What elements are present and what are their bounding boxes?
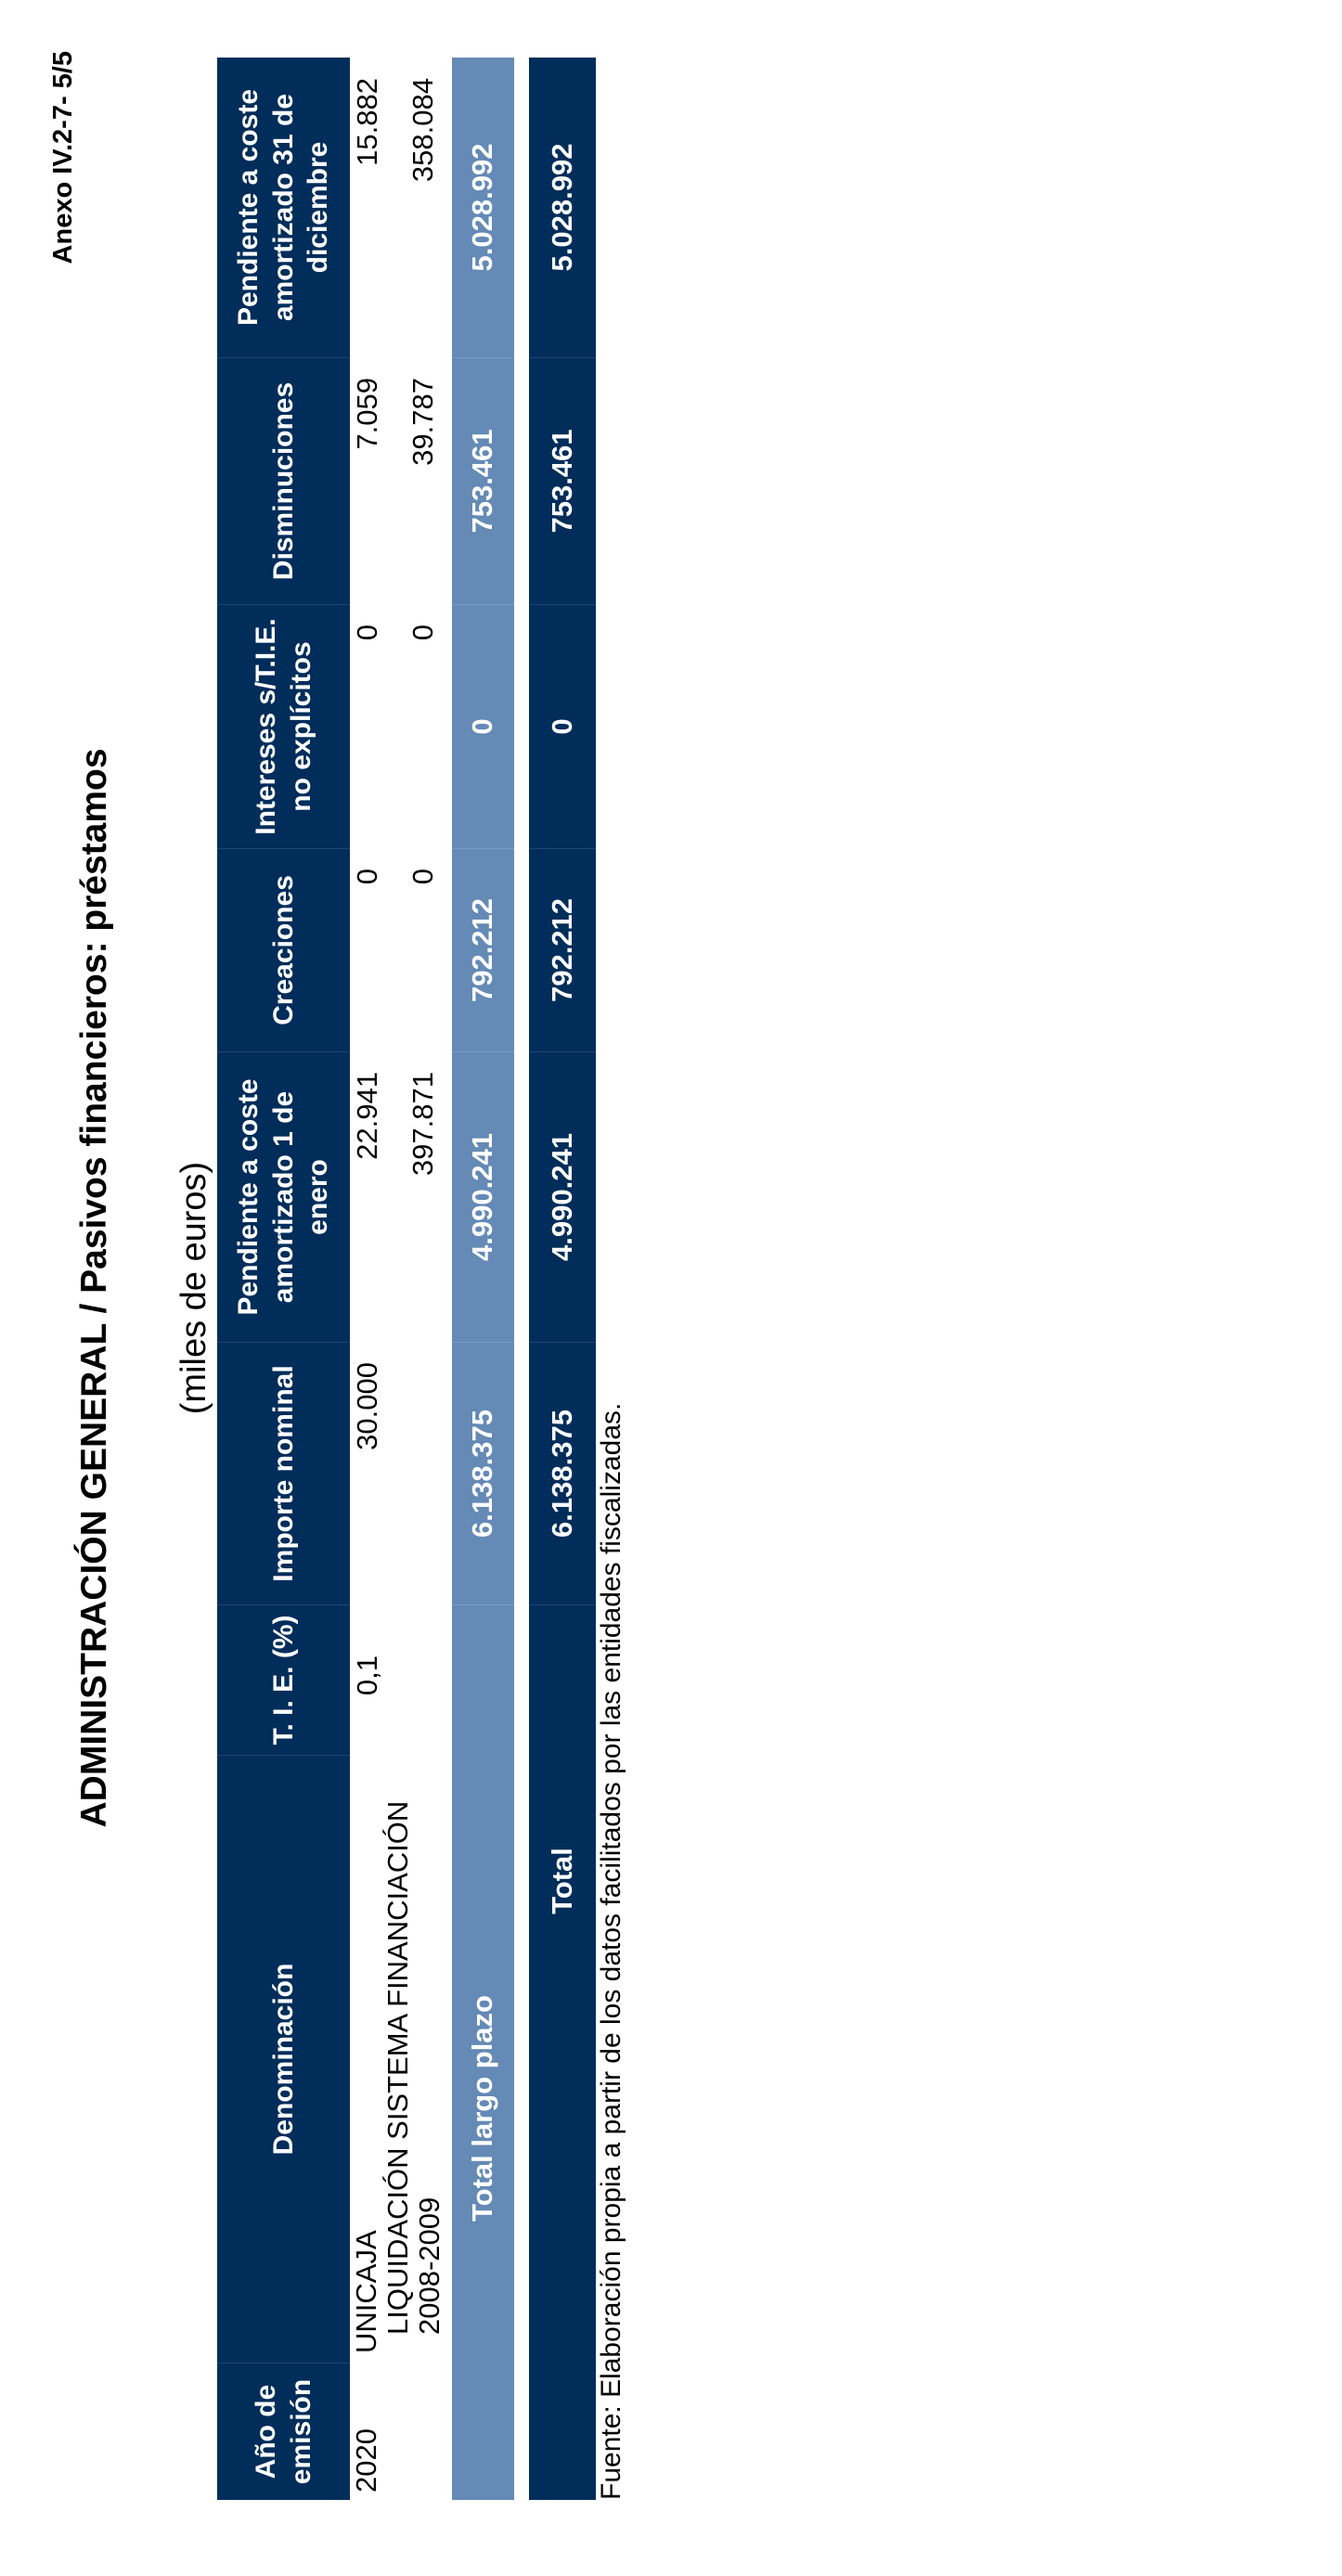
cell-year: 2020 — [350, 2428, 382, 2492]
cell-dec31 — [351, 58, 440, 357]
units-subtitle: (miles de euros) — [174, 1161, 213, 1415]
cell-name-line-1: UNICAJA — [350, 2230, 382, 2353]
source-note: Fuente: Elaboración propia a partir de los datos facilitados por las entidades fiscalizadas. — [596, 1402, 626, 2500]
total-dec31: 5.028.992 — [545, 143, 578, 272]
subtotal-jan1: 4.990.241 — [452, 1051, 514, 1342]
subtotal-label: Total largo plazo — [452, 1604, 514, 2500]
cell-interest-value-2: 0 — [406, 625, 439, 641]
total-jan1: 4.990.241 — [529, 1051, 596, 1342]
cell-name-line-2: LIQUIDACIÓN SISTEMA FINANCIACIÓN — [381, 1800, 414, 2335]
subtotal-decreases: 753.461 — [452, 357, 514, 604]
annex-label: Anexo IV.2-7- 5/5 — [48, 51, 78, 264]
col-year: Año de emisión — [217, 2363, 350, 2500]
cell-tie: 0,1 — [351, 1655, 383, 1696]
cell-dec31-value-2: 358.084 — [406, 78, 439, 183]
col-name: Denominación — [217, 1755, 350, 2363]
total-interest: 0 — [529, 604, 596, 848]
total-label: Total — [529, 1604, 596, 2500]
table-header — [217, 58, 350, 2500]
total-nominal: 6.138.375 — [529, 1342, 596, 1604]
cell-name — [350, 1755, 445, 2363]
table-row — [350, 58, 445, 2500]
subtotal-nominal: 6.138.375 — [452, 1342, 514, 1604]
cell-creations-value-2: 0 — [406, 869, 439, 885]
col-dec31: Pendiente a coste amortizado 31 de diciembre — [233, 88, 334, 327]
total-row — [529, 58, 596, 2500]
col-nominal: Importe nominal — [217, 1342, 350, 1604]
cell-decreases-value-2: 39.787 — [406, 378, 439, 466]
cell-nominal: 30.000 — [351, 1362, 383, 1450]
total-creations: 792.212 — [529, 848, 596, 1051]
col-tie: T. I. E. (%) — [217, 1604, 350, 1755]
col-decreases: Disminuciones — [217, 357, 350, 604]
col-jan1: Pendiente a coste amortizado 1 de enero — [217, 1051, 350, 1342]
subtotal-row — [452, 58, 514, 2500]
col-creations: Creaciones — [217, 848, 350, 1051]
col-interest: Intereses s/T.I.E. no explícitos — [217, 604, 350, 848]
subtotal-interest: 0 — [452, 604, 514, 848]
cell-decreases-value-1: 7.059 — [351, 378, 383, 450]
subtotal-dec31: 5.028.992 — [466, 143, 499, 272]
cell-decreases — [351, 357, 440, 604]
cell-jan1-value-2: 397.871 — [406, 1072, 439, 1177]
subtotal-creations: 792.212 — [452, 848, 514, 1051]
cell-creations — [351, 848, 440, 1051]
cell-name-line-3: 2008-2009 — [413, 2196, 445, 2335]
total-decreases: 753.461 — [529, 357, 596, 604]
cell-jan1-value-1: 22.941 — [351, 1072, 383, 1160]
page-title: ADMINISTRACIÓN GENERAL / Pasivos financieros: préstamos — [74, 748, 114, 1828]
cell-interest-value-1: 0 — [351, 625, 383, 641]
cell-jan1 — [351, 1051, 440, 1342]
cell-dec31-value-1: 15.882 — [351, 78, 383, 166]
cell-interest — [351, 604, 440, 848]
cell-creations-value-1: 0 — [351, 869, 383, 885]
